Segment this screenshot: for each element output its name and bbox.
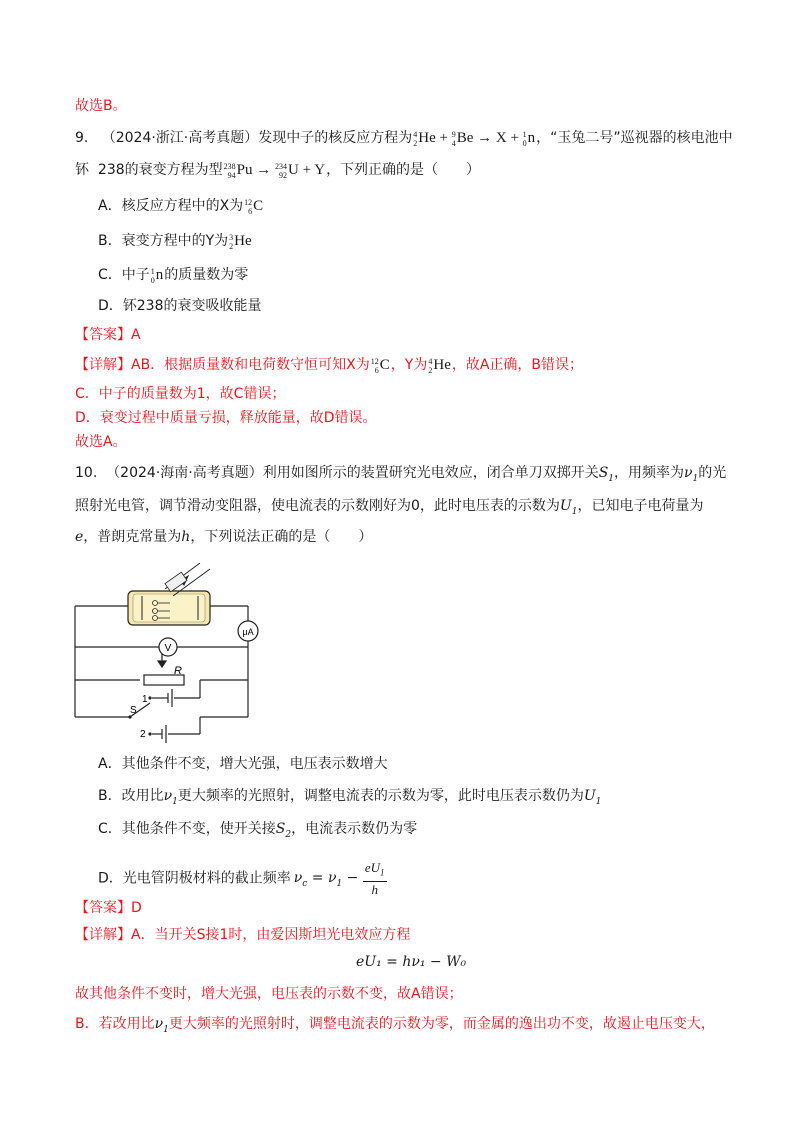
- q9-detail-text2: ，Y为: [390, 357, 428, 373]
- q10-option-c-text2: ，电流表示数仍为零: [291, 821, 418, 837]
- q9-detail-line2: C．中子的质量数为1，故C错误；: [75, 386, 286, 402]
- q10-answer: 【答案】D: [75, 900, 142, 916]
- q10-number: 10.: [75, 465, 98, 481]
- q9-equation: 4 2 He + 9 4 Be → X + 1 0 n: [413, 129, 536, 148]
- q9-detail-text1: AB．根据质量数和电荷数守恒可知X为: [131, 357, 370, 373]
- q9-answer: 【答案】A: [75, 327, 141, 343]
- q9-stem-text3: 钚: [75, 162, 89, 178]
- q9-option-d[interactable]: D．钚238的衰变吸收能量: [98, 298, 262, 314]
- nuclide-neutron: 1 0 n: [150, 266, 164, 285]
- symbol-nu1: $\nu_1$: [684, 465, 699, 484]
- q9-detail-line3: D．衰变过程中质量亏损，释放能量，故D错误。: [75, 410, 377, 426]
- q10-stem-text3: 的光: [698, 465, 727, 481]
- q10-stem-text7: ，下列说法正确的是（ ）: [190, 529, 373, 545]
- q9-stem-text: 发现中子的核反应方程为: [258, 130, 413, 146]
- symbol-nu1-b: $\nu_1$: [163, 788, 178, 807]
- photoelectric-circuit-diagram: [70, 563, 270, 740]
- q9-option-c-text1: C．中子: [98, 267, 150, 283]
- q9-option-c-text2: 的质量数为零: [164, 267, 249, 283]
- q9-option-a[interactable]: [98, 196, 264, 216]
- q10-option-c-text1: C．其他条件不变，使开关接: [98, 821, 276, 837]
- q10-stem-text5: ，已知电子电荷量为: [577, 498, 704, 514]
- q9-option-c[interactable]: [98, 265, 248, 285]
- previous-answer-conclusion: 故选B。: [75, 98, 127, 114]
- microammeter-label: μA: [242, 627, 254, 637]
- q10-detail-text1: A．当开关S接1时，由爱因斯坦光电效应方程: [131, 927, 411, 943]
- q10-stem-line3: [75, 527, 372, 547]
- q10-stem-line2: [75, 496, 703, 522]
- symbol-h: h: [181, 529, 191, 545]
- q9-detail-line1: [75, 355, 583, 375]
- q10-detail-text3a: B．若改用比: [75, 1016, 155, 1032]
- q10-option-a[interactable]: A．其他条件不变，增大光强，电压表示数增大: [98, 756, 388, 772]
- q10-option-b-text1: B．改用比: [98, 788, 164, 804]
- nuclide-he4-detail: 4 2 He: [428, 356, 451, 375]
- cutoff-frequency-formula: $\nu_c = \nu_1$ −: [293, 870, 363, 890]
- q9-detail-text3: ，故A正确，B错误；: [451, 357, 584, 373]
- q9-stem-text4: 238的衰变方程为型: [97, 162, 223, 178]
- q10-stem-text1: 利用如图所示的装置研究光电效应，闭合单刀双掷开关: [262, 465, 599, 481]
- q9-stem-text5: ，下列正确的是（ ）: [326, 162, 481, 178]
- q9-stem-line2: [75, 160, 480, 180]
- q9-detail-tag: 【详解】: [75, 357, 131, 373]
- q10-source: （2024·海南·高考真题）: [106, 465, 263, 481]
- q9-source: （2024·浙江·高考真题）: [101, 130, 259, 146]
- q9-option-b[interactable]: [98, 231, 253, 251]
- nuclide-he3: 3 2 He: [229, 232, 252, 251]
- switch-pos1-label: 1: [142, 694, 148, 705]
- switch-label: S: [130, 705, 137, 716]
- q10-detail-tag: 【详解】: [75, 927, 131, 943]
- symbol-u1-b: $U_1$: [583, 788, 602, 807]
- q10-option-d-text: D．光电管阴极材料的截止频率: [98, 870, 291, 887]
- fraction-eu1-over-h: $\frac{eU_1}{h}$: [364, 860, 385, 897]
- switch-pos2-label: 2: [140, 729, 146, 740]
- q10-detail-line2: 故其他条件不变时，增大光强，电压表的示数不变，故A错误；: [75, 986, 463, 1002]
- q10-detail-line1: [75, 925, 410, 945]
- symbol-s1: $S_1$: [598, 465, 615, 484]
- rheostat-label: R: [174, 665, 182, 677]
- nuclide-c12-detail: 12 6 C: [370, 356, 390, 375]
- symbol-u1: $U_1$: [559, 498, 578, 517]
- q9-stem-text2: ，“玉兔二号”巡视器的核电池中: [536, 130, 733, 146]
- voltmeter-label: V: [164, 643, 172, 654]
- q9-conclusion: 故选A。: [75, 434, 127, 450]
- q10-option-b-text2: 更大频率的光照射，调整电流表的示数为零，此时电压表示数仍为: [177, 788, 584, 804]
- symbol-nu1-detail: $\nu_1$: [154, 1016, 169, 1035]
- q10-option-d[interactable]: [98, 860, 387, 897]
- nuclide-c12: 12 6 C: [244, 197, 264, 216]
- symbol-s2: $S_2$: [275, 821, 292, 840]
- q9-option-b-text: B．衰变方程中的Y为: [98, 233, 229, 249]
- q10-stem-line1: [75, 463, 726, 489]
- q10-stem-text6: ，普朗克常量为: [83, 529, 182, 545]
- q10-stem-text2: ，用频率为: [614, 465, 685, 481]
- q10-detail-line3: [75, 1014, 715, 1040]
- q9-number: 9.: [75, 130, 89, 146]
- q10-detail-text3b: 更大频率的光照射时，调整电流表的示数为零，而金属的逸出功不变，故遏止电压变大，: [168, 1016, 715, 1032]
- q9-option-a-text: A．核反应方程中的X为: [98, 198, 244, 214]
- q10-option-b[interactable]: [98, 786, 601, 812]
- q9-stem-line1: [75, 128, 733, 148]
- symbol-e: e: [75, 529, 84, 545]
- q9-decay-equation: 238 94 Pu → 234 92 U + Y: [223, 161, 326, 180]
- photoelectric-equation: eU₁ = hν₁ − W₀: [356, 954, 467, 970]
- q10-option-c[interactable]: [98, 819, 417, 845]
- q10-stem-text4: 照射光电管，调节滑动变阻器，使电流表的示数刚好为0，此时电压表的示数为: [75, 498, 560, 514]
